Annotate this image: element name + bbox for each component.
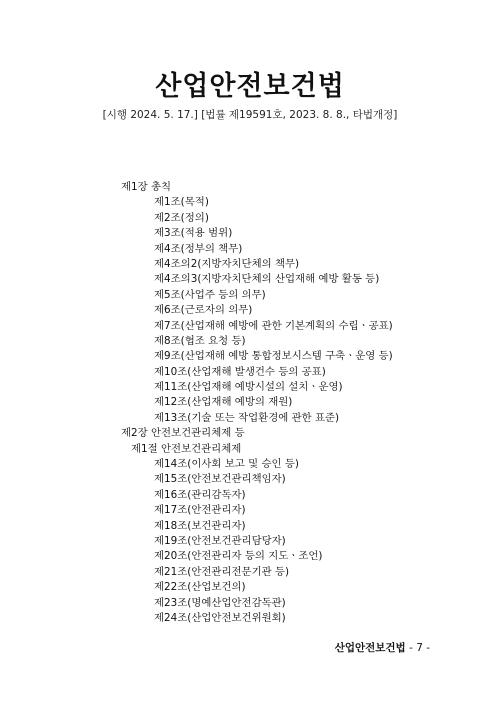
- toc-article: 제8조(협조 요청 등): [154, 334, 246, 347]
- toc-chapter: 제2장 안전보건관리체제 등: [121, 427, 245, 440]
- toc-article: 제9조(산업재해 예방 통합정보시스템 구축ㆍ운영 등): [154, 350, 393, 363]
- toc-article: 제18조(보건관리자): [154, 519, 246, 532]
- toc-article: 제13조(기술 또는 작업환경에 관한 표준): [154, 411, 340, 424]
- toc-article: 제14조(이사회 보고 및 승인 등): [154, 458, 299, 471]
- toc-article: 제11조(산업재해 예방시설의 설치ㆍ운영): [154, 381, 343, 394]
- toc-article: 제12조(산업재해 예방의 재원): [154, 396, 293, 409]
- toc-article: 제19조(안전보건관리담당자): [154, 534, 286, 547]
- toc-article: 제4조의3(지방자치단체의 산업재해 예방 활동 등): [154, 273, 380, 286]
- toc-section: 제1절 안전보건관리체제: [131, 442, 242, 455]
- toc-article: 제3조(적용 범위): [154, 227, 233, 240]
- footer-law-name: 산업안전보건법: [334, 642, 406, 654]
- footer-page-number: - 7 -: [409, 642, 430, 654]
- toc-article: 제10조(산업재해 발생건수 등의 공표): [154, 365, 326, 378]
- toc-article: 제16조(관리감독자): [154, 488, 246, 501]
- page-footer: [335, 640, 430, 655]
- toc-article: 제5조(사업주 등의 의무): [154, 288, 266, 301]
- table-of-contents: [0, 180, 500, 626]
- toc-article: 제17조(안전관리자): [154, 504, 246, 517]
- toc-article: 제7조(산업재해 예방에 관한 기본계획의 수립ㆍ공표): [154, 319, 393, 332]
- toc-article: 제2조(정의): [154, 211, 209, 224]
- toc-article: 제24조(산업안전보건위원회): [154, 611, 286, 624]
- toc-article: 제6조(근로자의 의무): [154, 304, 253, 317]
- toc-article: 제1조(목적): [154, 196, 209, 209]
- toc-article: 제4조의2(지방자치단체의 책무): [154, 257, 300, 270]
- toc-article: 제23조(명예산업안전감독관): [154, 596, 286, 609]
- document-subtitle: [시행 2024. 5. 17.] [법률 제19591호, 2023. 8. 8., 타법개정]: [102, 109, 398, 121]
- toc-article: 제22조(산업보건의): [154, 581, 246, 594]
- toc-article: 제15조(안전보건관리책임자): [154, 473, 286, 486]
- toc-article: 제20조(안전관리자 등의 지도ㆍ조언): [154, 550, 323, 563]
- toc-article: 제21조(안전관리전문기관 등): [154, 565, 290, 578]
- document-title: 산업안전보건법: [155, 71, 345, 102]
- toc-article: 제4조(정부의 책무): [154, 242, 243, 255]
- toc-chapter: 제1장 총칙: [121, 181, 172, 193]
